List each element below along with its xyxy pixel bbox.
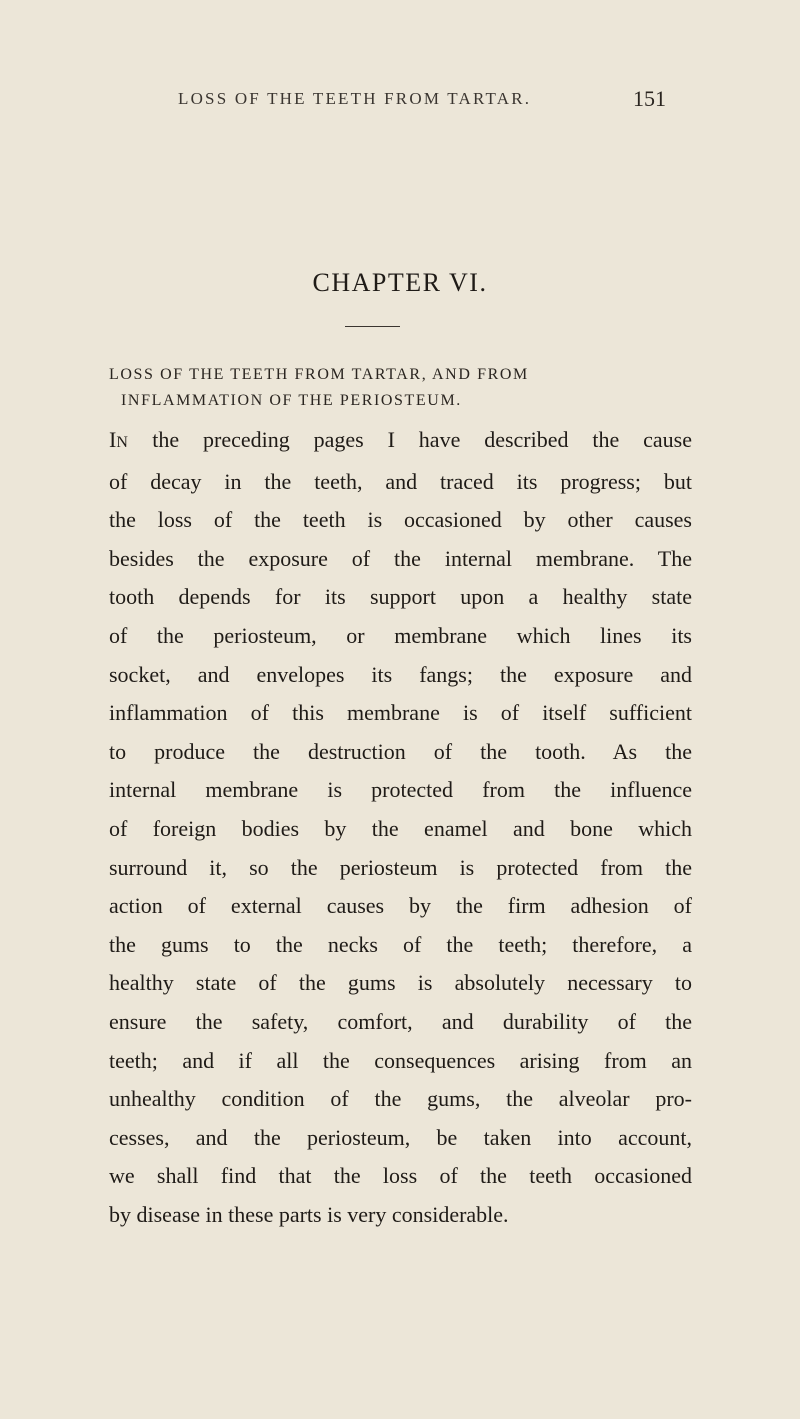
initial-letter-rest: N [116,434,129,451]
paragraph-line: healthy state of the gums is absolutely necessary to [109,970,692,996]
paragraph-line: action of external causes by the firm adhesion of [109,893,692,919]
paragraph-line: of decay in the teeth, and traced its progress; but [109,468,692,494]
paragraph-line: of the periosteum, or membrane which lines its [109,622,692,648]
paragraph-line: besides the exposure of the internal membrane. The [109,545,692,571]
section-heading-line-2: INFLAMMATION OF THE PERIOSTEUM. [121,392,462,409]
paragraph-line: socket, and envelopes its fangs; the exposure and [109,661,692,687]
paragraph-line-last: by disease in these parts is very considerable. [109,1201,509,1227]
running-head [0,86,800,119]
paragraph-line-1-text: the preceding pages I have described the cause [128,427,692,452]
paragraph-line: cesses, and the periosteum, be taken into account, [109,1124,692,1150]
paragraph-line: we shall find that the loss of the teeth occasioned [109,1163,692,1189]
paragraph-line: the loss of the teeth is occasioned by other causes [109,507,692,533]
paragraph-line: internal membrane is protected from the influence [109,777,692,803]
page-number: 151 [633,86,666,111]
running-title: LOSS OF THE TEETH FROM TARTAR. [178,89,532,108]
paragraph-line: tooth depends for its support upon a healthy state [109,584,692,610]
body-paragraph [109,421,709,1234]
section-heading-line-1: LOSS OF THE TEETH FROM TARTAR, AND FROM [109,366,529,383]
paragraph-line: unhealthy condition of the gums, the alveolar pro- [109,1086,692,1112]
initial-letter: I [109,427,117,452]
paragraph-line: inflammation of this membrane is of itself sufficient [109,700,692,726]
chapter-divider-rule [345,326,400,327]
paragraph-line-1 [109,421,692,463]
paragraph-line: surround it, so the periosteum is protected from the [109,854,692,880]
paragraph-line: of foreign bodies by the enamel and bone which [109,815,692,841]
chapter-title: CHAPTER VI. [312,268,488,297]
paragraph-line: the gums to the necks of the teeth; therefore, a [109,931,692,957]
paragraph-line: teeth; and if all the consequences arising from an [109,1047,692,1073]
paragraph-line: ensure the safety, comfort, and durability of the [109,1008,692,1034]
section-heading [109,362,709,414]
paragraph-line: to produce the destruction of the tooth. As the [109,738,692,764]
